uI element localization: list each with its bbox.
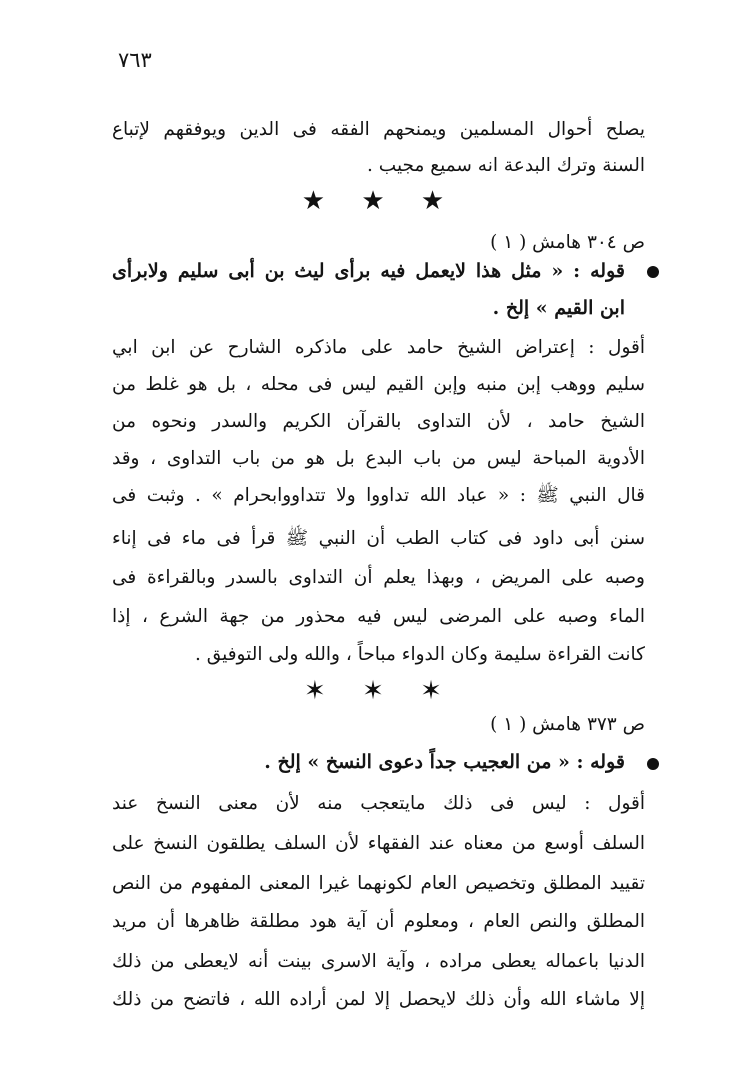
- answer-2-line-6: إلا ماشاء الله وأن ذلك لايحصل إلا لمن أراده الله ، فاتضح من ذلك: [112, 989, 645, 1010]
- footnote-reference-1: ص ٣٠٤ هامش ( ١ ): [490, 232, 645, 253]
- answer-1-line-1: أقول : إعتراض الشيخ حامد على ماذكره الشارح عن ابن ابي: [112, 337, 645, 358]
- page-number: ٧٦٣: [118, 48, 152, 72]
- answer-2-line-5: الدنيا باعماله يعطى مراده ، وآية الاسرى بينت أنه لايعطى من ذلك: [112, 951, 645, 972]
- answer-2-line-1: أقول : ليس فى ذلك مايتعجب منه لأن معنى النسخ عند: [112, 793, 645, 814]
- separator-stars-1: ★ ★ ★: [301, 186, 459, 216]
- bullet-dot-icon: [647, 758, 659, 770]
- answer-1-line-4: الأدوية المباحة ليس من باب البدع بل هو من باب التداوى ، وقد: [112, 448, 645, 469]
- intro-line-1: يصلح أحوال المسلمين ويمنحهم الفقه فى الدين ويوفقهم لإتباع: [112, 119, 645, 140]
- bullet-dot-icon: [647, 266, 659, 278]
- intro-line-2: السنة وترك البدعة انه سميع مجيب .: [367, 155, 645, 176]
- separator-stars-2: ✶ ✶ ✶: [304, 676, 456, 706]
- answer-1-line-3: الشيخ حامد ، لأن التداوى بالقرآن الكريم والسدر ونحوه من: [112, 411, 645, 432]
- answer-2-line-3: تقييد المطلق وتخصيص العام لكونهما غيرا المعنى المفهوم من النص: [112, 873, 645, 894]
- quote-1-line-1: قوله : « مثل هذا لايعمل فيه برأى ليث بن أبى سليم ولابرأى: [112, 260, 625, 282]
- quote-1-line-2: ابن القيم » إلخ .: [492, 297, 625, 319]
- answer-1-line-5: قال النبي ﷺ : « عباد الله تداووا ولا تتداووابحرام » . وثبت فى: [112, 485, 645, 506]
- answer-1-line-9: كانت القراءة سليمة وكان الدواء مباحاً ، والله ولى التوفيق .: [194, 644, 645, 665]
- quote-2-line-1: قوله : « من العجيب جداً دعوى النسخ » إلخ .: [264, 751, 625, 773]
- answer-1-line-6: سنن أبى داود فى كتاب الطب أن النبي ﷺ قرأ فى ماء فى إناء: [112, 528, 645, 549]
- answer-1-line-7: وصبه على المريض ، وبهذا يعلم أن التداوى بالسدر وبالقراءة فى: [112, 567, 645, 588]
- answer-2-line-4: المطلق والنص العام ، ومعلوم أن آية هود مطلقة ظاهرها أن مريد: [112, 911, 645, 932]
- answer-2-line-2: السلف أوسع من معناه عند الفقهاء لأن السلف يطلقون النسخ على: [112, 833, 645, 854]
- answer-1-line-8: الماء وصبه على المرضى ليس فيه محذور من جهة الشرع ، إذا: [112, 606, 645, 627]
- answer-1-line-2: سليم ووهب إبن منبه وإبن القيم ليس فى محله ، بل هو غلط من: [112, 374, 645, 395]
- footnote-reference-2: ص ٣٧٣ هامش ( ١ ): [490, 714, 645, 735]
